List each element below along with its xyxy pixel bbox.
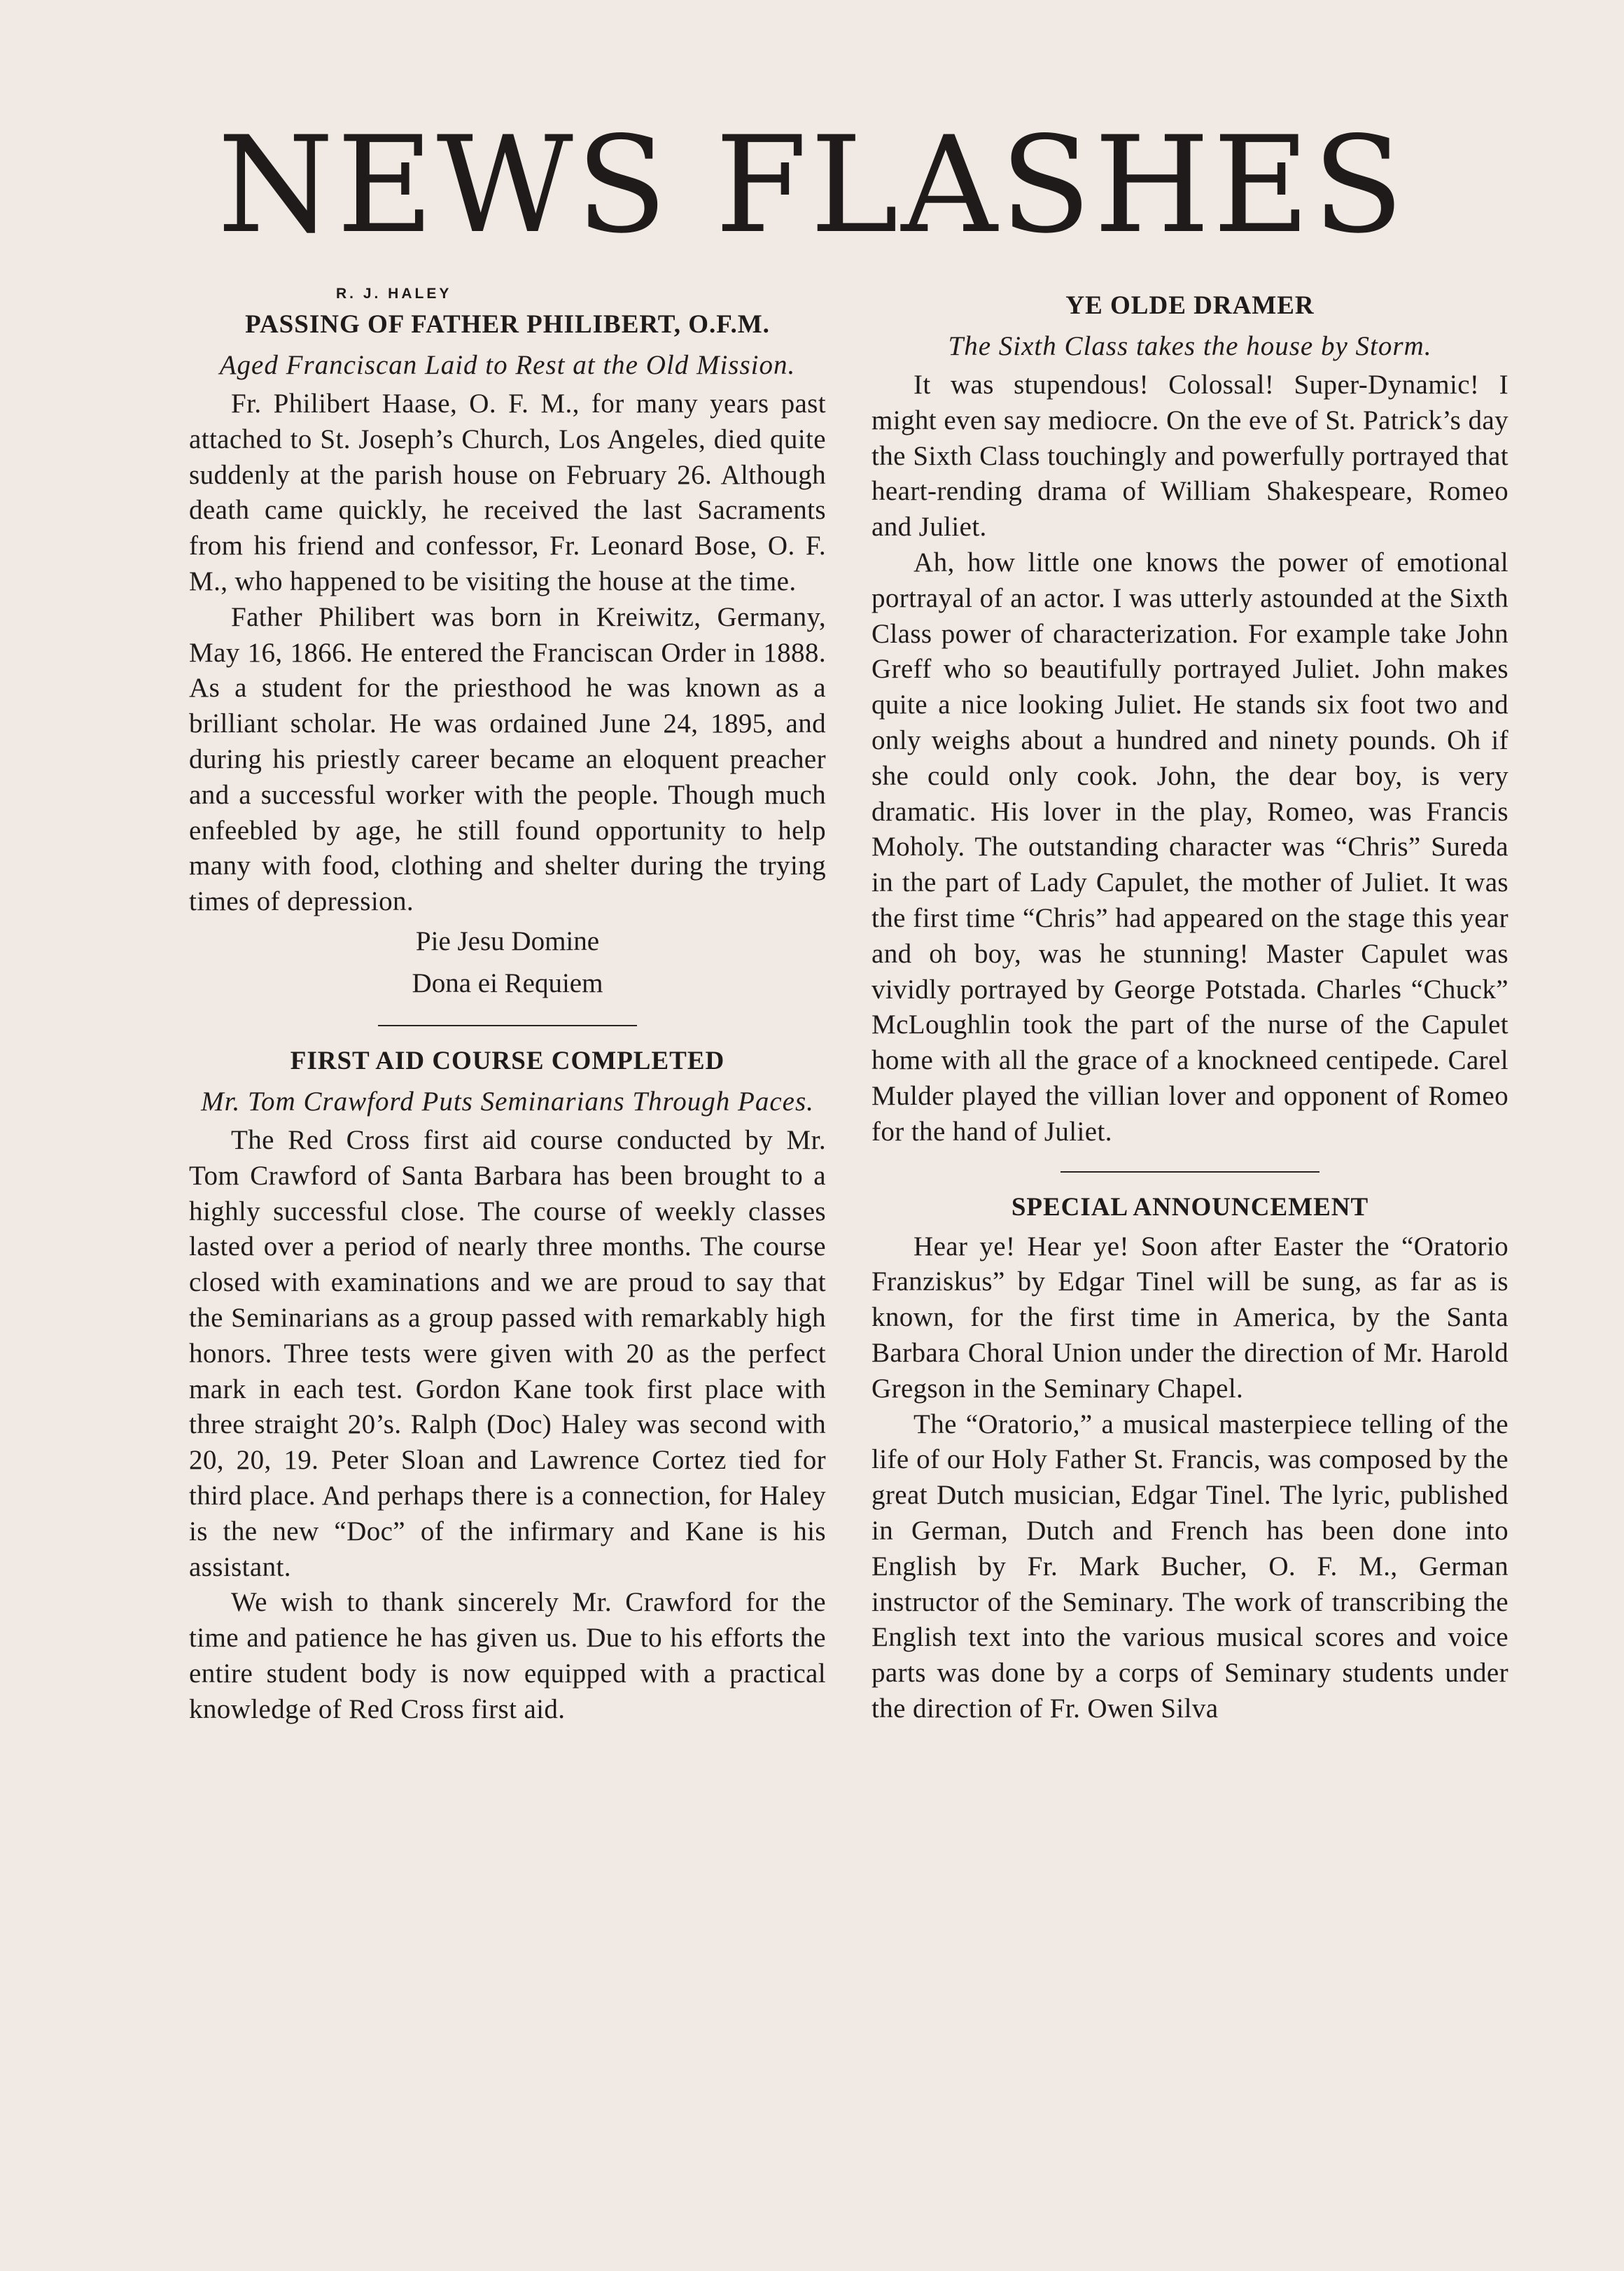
article-paragraph: Father Philibert was born in Kreiwitz, Germany, May 16, 1866. He entered the Franciscan Order in 1888. As a student for the priesthood he was known as a brilliant scholar. He was ordained June 24, 1895, and during his priestly career became an eloquent preacher and a successful worker with the people. Though much enfeebled by age, he still found opportunity to help many with food, clothing and shelter during the trying times of depression.	[189, 601, 826, 917]
article-paragraph: It was stupendous! Colossal! Super-Dynamic! I might even say mediocre. On the eve of St. Patrick’s day the Sixth Class touchingly and powerfully portrayed that heart-rending drama of William Shakespeare, Romeo and Juliet.	[872, 370, 1508, 543]
verse-line: Dona ei Requiem	[412, 967, 603, 998]
article-deck: Mr. Tom Crawford Puts Seminarians Through Paces.	[201, 1086, 814, 1117]
article-paragraph: Fr. Philibert Haase, O. F. M., for many years past attached to St. Joseph’s Church, Los Angeles, died quite suddenly at the parish house on February 26. Although death came quickly, he received the last Sacraments from his friend and confessor, Fr. Leonard Bose, O. F. M., who happened to be visiting the house at the time.	[189, 389, 826, 596]
article-paragraph: We wish to thank sincerely Mr. Crawford for the time and patience he has given us. Due to his efforts the entire student body is now equipped with a practical knowledge of Red Cross first aid.	[189, 1587, 826, 1724]
article-paragraph: Ah, how little one knows the power of emotional portrayal of an actor. I was utterly astounded at the Sixth Class power of characterization. For example take John Greff who so beautifully portrayed Juliet. John makes quite a nice looking Juliet. He stands six foot two and only weighs about a hundred and ninety pounds. Oh if she could only cook. John, the dear boy, is very dramatic. His lover in the play, Romeo, was Francis Moholy. The outstanding character was “Chris” Sureda in the part of Lady Capulet, the mother of Juliet. It was the first time “Chris” had appeared on the stage this year and oh boy, was he stunning! Master Capulet was vividly portrayed by George Potstada. Charles “Chuck” McLoughlin took the part of the nurse of the Capulet home with all the grace of a knockneed centipede. Carel Mulder played the villian lover and opponent of Romeo for the hand of Juliet.	[872, 547, 1508, 1147]
section-divider	[1060, 1171, 1320, 1173]
left-column	[189, 280, 826, 1728]
article-heading: PASSING OF FATHER PHILIBERT, O.F.M.	[245, 310, 770, 339]
article-philibert	[189, 309, 826, 1004]
right-column	[872, 291, 1508, 1727]
article-deck: The Sixth Class takes the house by Storm.	[948, 331, 1432, 361]
section-divider	[378, 1025, 637, 1026]
article-heading: SPECIAL ANNOUNCEMENT	[1011, 1192, 1369, 1222]
article-paragraph: Hear ye! Hear ye! Soon after Easter the “Oratorio Franziskus” by Edgar Tinel will be sung, as far as is known, for the first time in America, by the Santa Barbara Choral Union under the direction of Mr. Harold Gregson in the Seminary Chapel.	[872, 1231, 1508, 1404]
article-deck: Aged Franciscan Laid to Rest at the Old Mission.	[219, 350, 796, 380]
byline: R. J. HALEY	[336, 286, 452, 302]
article-heading: YE OLDE DRAMER	[1065, 291, 1315, 320]
article-announcement	[872, 1192, 1508, 1727]
article-dramer	[872, 291, 1508, 1150]
article-first-aid	[189, 1046, 826, 1728]
masthead-title: NEWS FLASHES	[217, 108, 1407, 263]
article-heading: FIRST AID COURSE COMPLETED	[290, 1046, 725, 1075]
verse-line: Pie Jesu Domine	[415, 925, 600, 956]
article-paragraph: The “Oratorio,” a musical masterpiece telling of the life of our Holy Father St. Francis, was composed by the great Dutch musician, Edgar Tinel. The lyric, published in German, Dutch and French has been done into English by Fr. Mark Bucher, O. F. M., German instructor of the Seminary. The work of transcribing the English text into the various musical scores and voice parts was done by a corps of Seminary students under the direction of Fr. Owen Silva	[872, 1409, 1508, 1724]
article-paragraph: The Red Cross first aid course conducted by Mr. Tom Crawford of Santa Barbara has been brought to a highly successful close. The course of weekly classes lasted over a period of nearly three months. The course closed with examinations and we are proud to say that the Seminarians as a group passed with remarkably high honors. Three tests were given with 20 as the perfect mark in each test. Gordon Kane took first place with three straight 20’s. Ralph (Doc) Haley was second with 20, 20, 19. Peter Sloan and Lawrence Cortez tied for third place. And perhaps there is a connection, for Haley is the new “Doc” of the infirmary and Kane is his assistant.	[189, 1124, 826, 1582]
